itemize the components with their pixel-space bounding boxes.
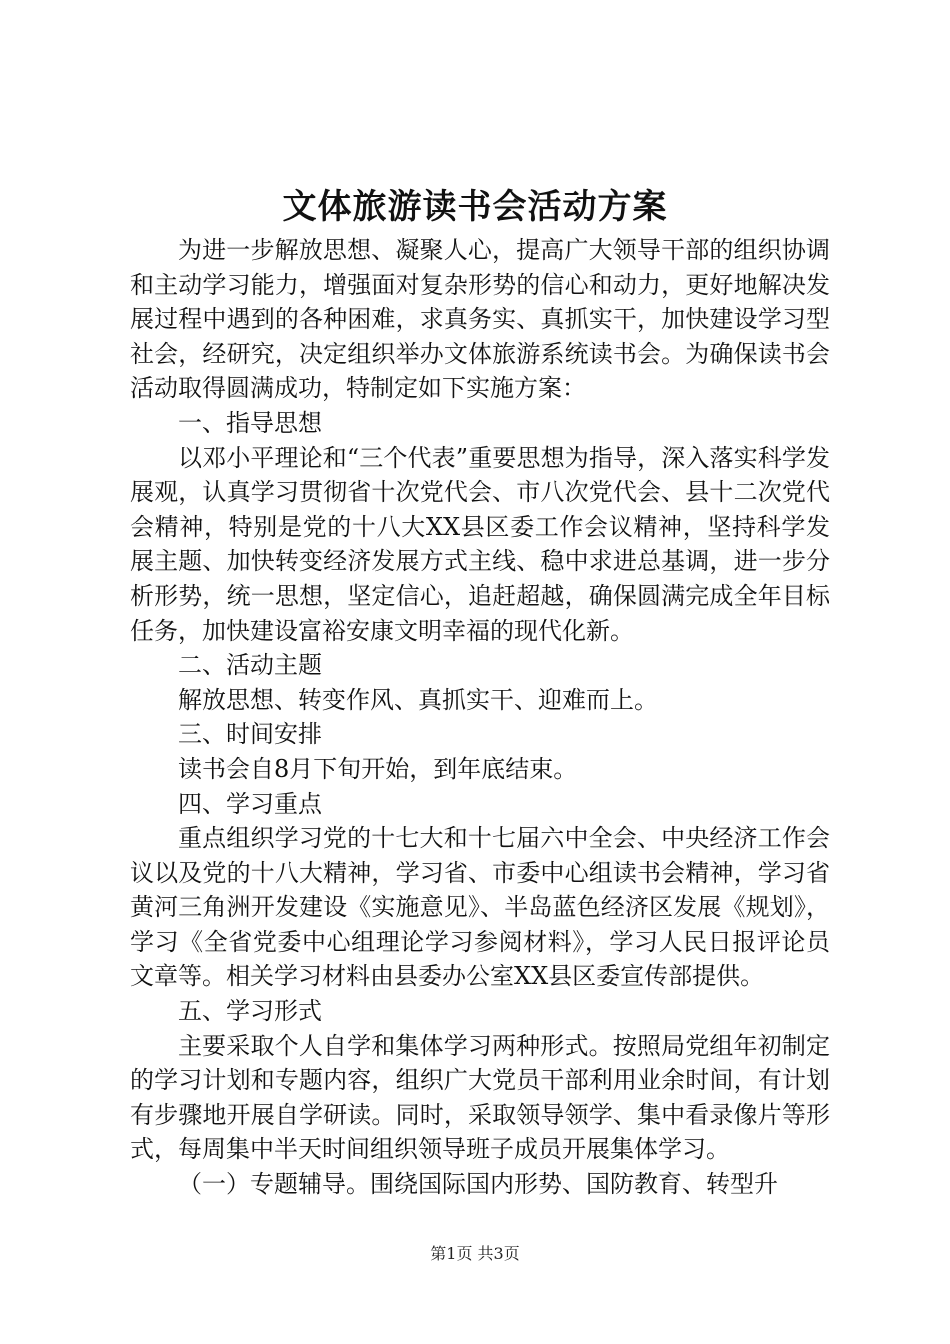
schedule-paragraph: 读书会自8月下旬开始，到年底结束。 bbox=[178, 754, 578, 783]
document-body bbox=[130, 233, 830, 1202]
section-heading-study-focus: 四、学习重点 bbox=[178, 789, 322, 818]
page-footer bbox=[0, 1242, 950, 1266]
activity-theme-paragraph: 解放思想、转变作风、真抓实干、迎难而上。 bbox=[178, 685, 658, 714]
section-heading-activity-theme: 二、活动主题 bbox=[178, 651, 322, 680]
study-format-paragraph: 主要采取个人自学和集体学习两种形式。按照局党组年初制定的学习计划和专题内容，组织广大党员干部利用业余时间，有计划有步骤地开展自学研读。同时，采取领导领学、集中看录像片等形式，每周集中半天时间组织领导班子成员开展集体学习。 bbox=[130, 1031, 830, 1164]
page-total: 共3页 bbox=[477, 1244, 520, 1263]
section-heading-study-format: 五、学习形式 bbox=[178, 997, 322, 1026]
section-heading-schedule: 三、时间安排 bbox=[178, 720, 322, 749]
page-number: 第1页 bbox=[430, 1244, 473, 1263]
document-title: 文体旅游读书会活动方案 bbox=[282, 187, 668, 227]
special-tutoring-paragraph: （一）专题辅导。围绕国际国内形势、国防教育、转型升 bbox=[178, 1170, 778, 1199]
section-heading-guiding-ideology: 一、指导思想 bbox=[178, 408, 322, 437]
intro-paragraph: 为进一步解放思想、凝聚人心，提高广大领导干部的组织协调和主动学习能力，增强面对复杂形势的信心和动力，更好地解决发展过程中遇到的各种困难，求真务实、真抓实干，加快建设学习型社会，经研究，决定组织举办文体旅游系统读书会。为确保读书会活动取得圆满成功，特制定如下实施方案： bbox=[130, 236, 830, 403]
guiding-ideology-paragraph: 以邓小平理论和“三个代表”重要思想为指导，深入落实科学发展观，认真学习贯彻省十次党代会、市八次党代会、县十二次党代会精神，特别是党的十八大XX县区委工作会议精神，坚持科学发展主题、加快转变经济发展方式主线、稳中求进总基调，进一步分析形势，统一思想，坚定信心，追赶超越，确保圆满完成全年目标任务，加快建设富裕安康文明幸福的现代化新。 bbox=[130, 443, 830, 645]
study-focus-paragraph: 重点组织学习党的十七大和十七届六中全会、中央经济工作会议以及党的十八大精神，学习省、市委中心组读书会精神，学习省黄河三角洲开发建设《实施意见》、半岛蓝色经济区发展《规划》，学习《全省党委中心组理论学习参阅材料》，学习人民日报评论员文章等。相关学习材料由县委办公室XX县区委宣传部提供。 bbox=[130, 824, 830, 991]
